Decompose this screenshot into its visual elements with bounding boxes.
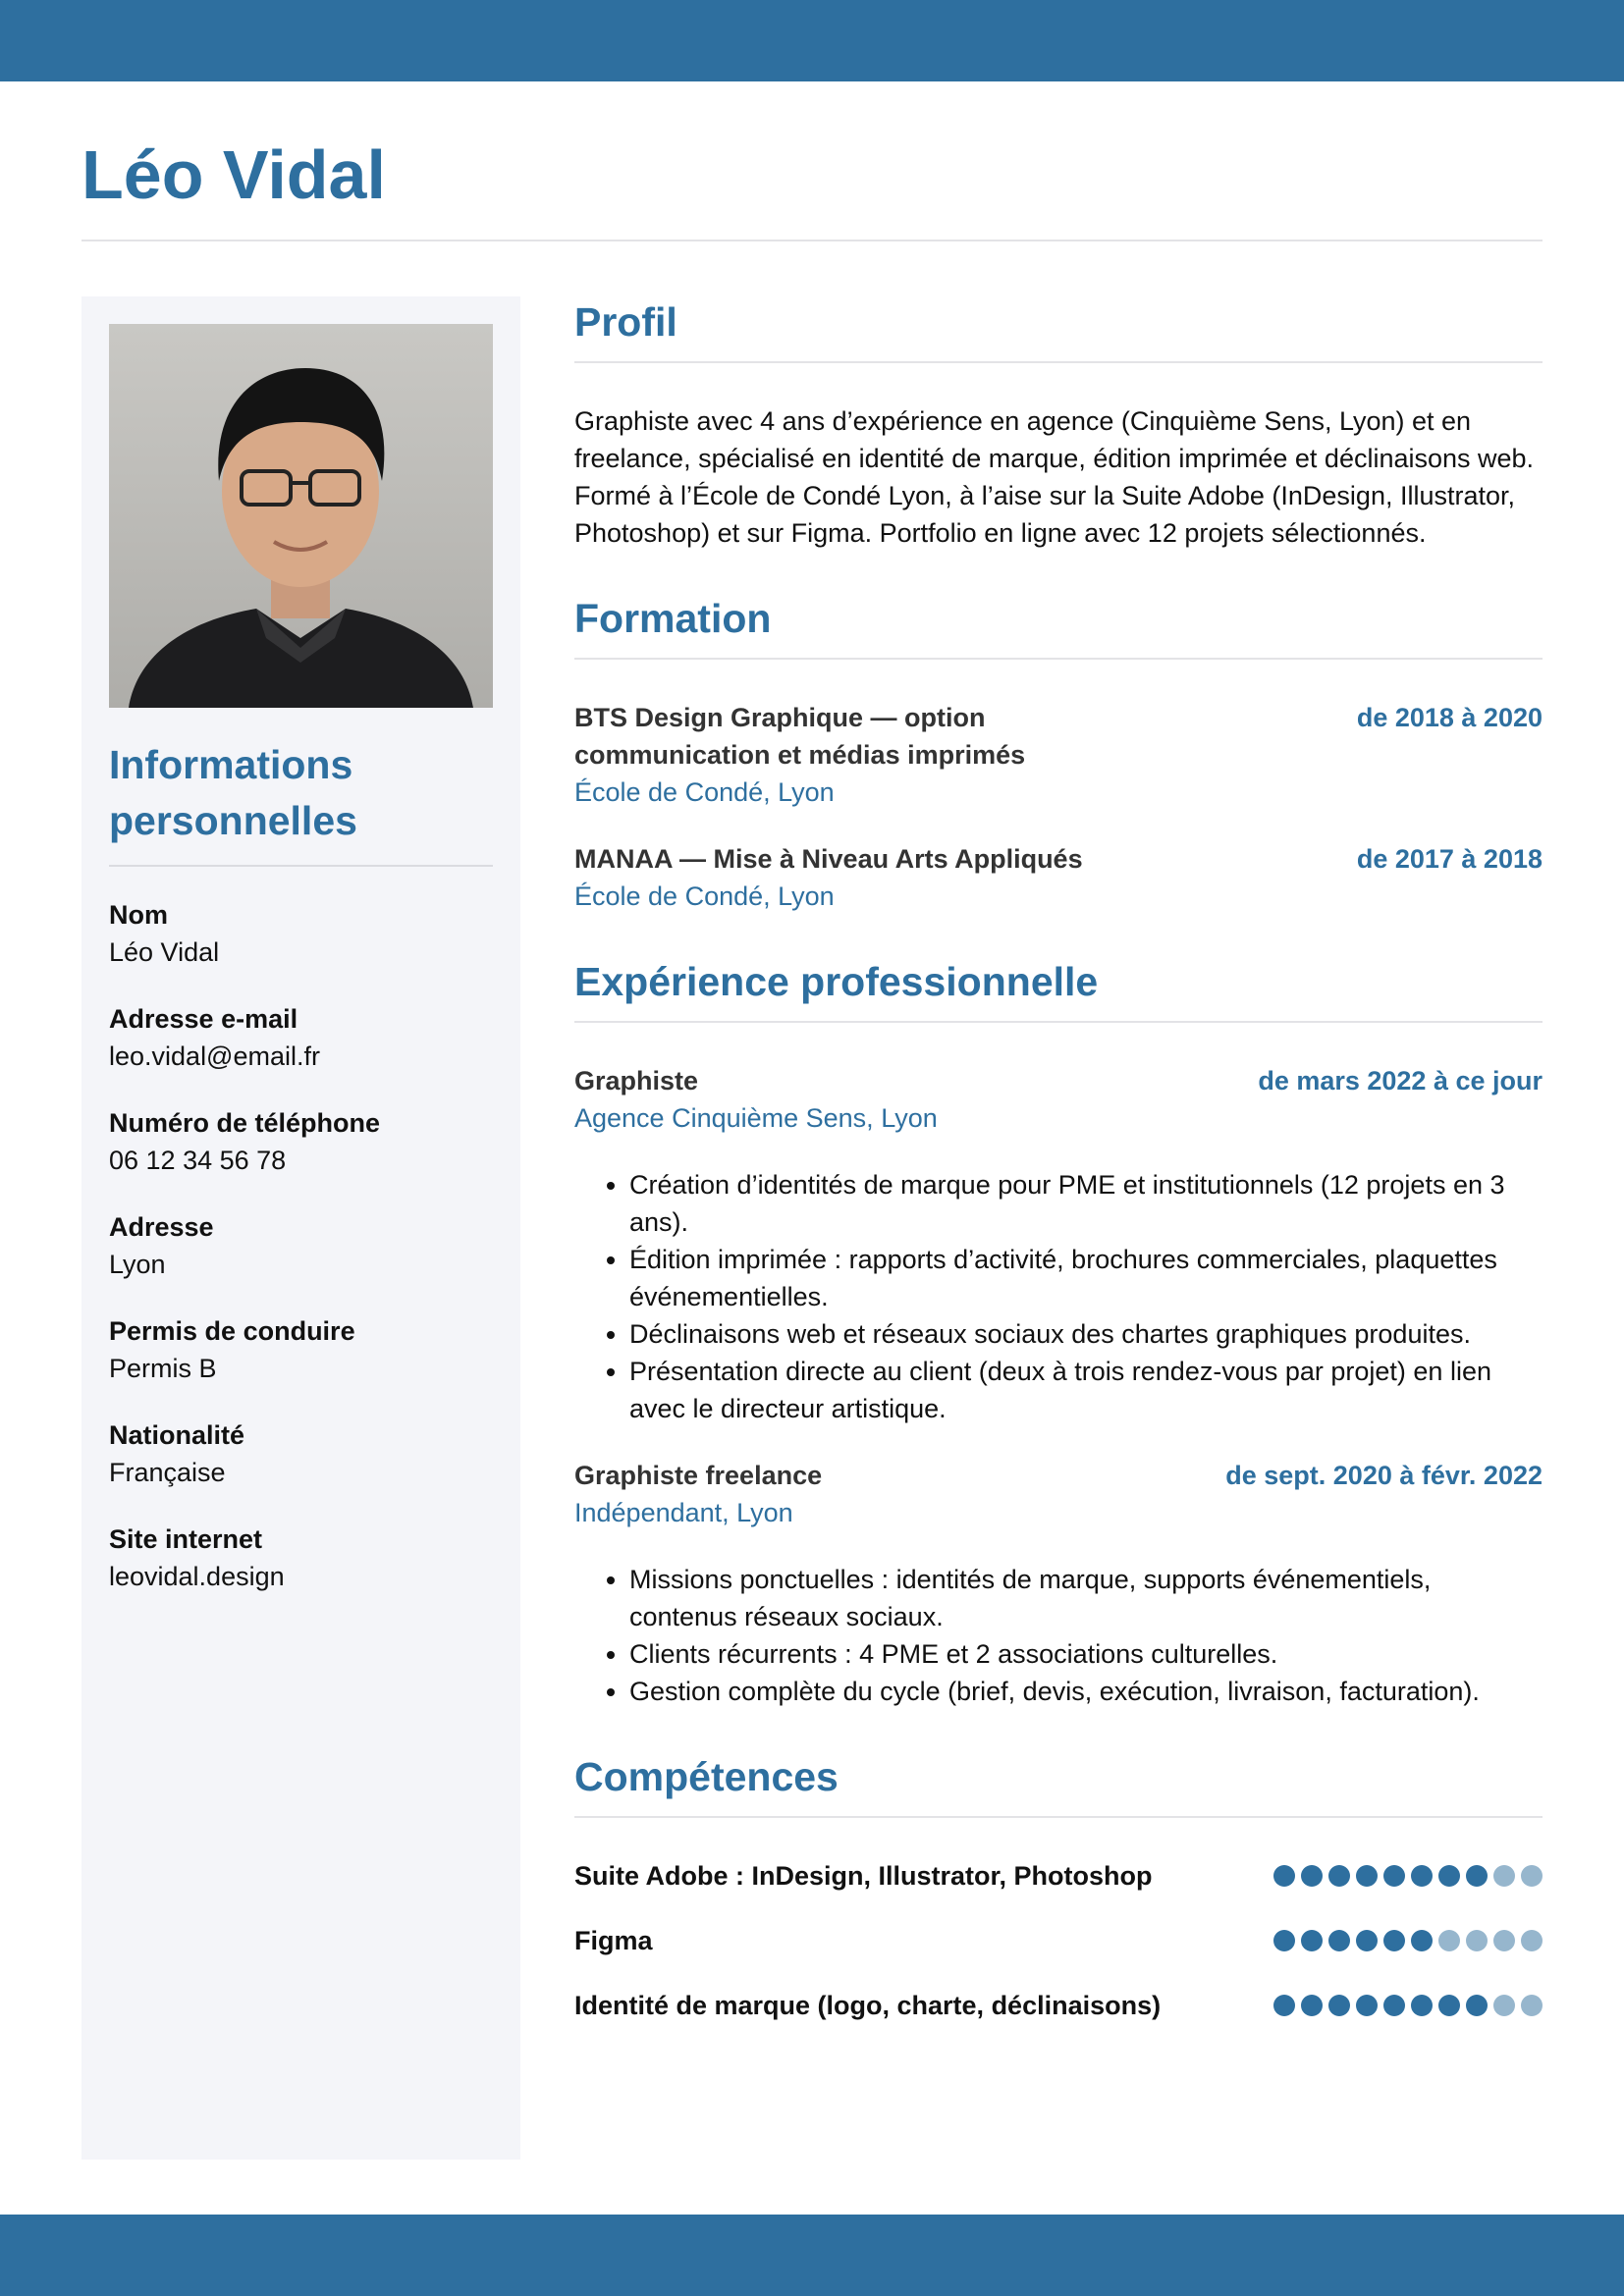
- info-label: Nom: [109, 900, 168, 930]
- job-title: Graphiste freelance: [574, 1461, 823, 1490]
- rating-dot-filled: [1438, 1865, 1460, 1887]
- rating-dot-filled: [1273, 1995, 1295, 2016]
- rating-dot-filled: [1301, 1995, 1323, 2016]
- experience-entry: [574, 1457, 1543, 1710]
- rating-dot-filled: [1356, 1930, 1378, 1951]
- education-section: [574, 591, 1543, 915]
- school-name: École de Condé, Lyon: [574, 881, 835, 911]
- info-value: 06 12 34 56 78: [109, 1146, 287, 1175]
- divider: [574, 361, 1543, 363]
- info-item-phone: [109, 1104, 493, 1179]
- info-item-license: [109, 1312, 493, 1387]
- rating-dot-filled: [1466, 1995, 1488, 2016]
- bullet-list: [574, 1561, 1543, 1710]
- rating-dot-empty: [1493, 1995, 1515, 2016]
- skill-rating: [1273, 1995, 1543, 2016]
- info-label: Adresse e-mail: [109, 1004, 298, 1034]
- bottom-band: [0, 2215, 1624, 2296]
- skill-row: [574, 1922, 1543, 1959]
- rating-dot-filled: [1273, 1865, 1295, 1887]
- rating-dot-empty: [1493, 1930, 1515, 1951]
- rating-dot-filled: [1328, 1995, 1350, 2016]
- rating-dot-filled: [1301, 1930, 1323, 1951]
- info-label: Adresse: [109, 1212, 214, 1242]
- skill-name: Identité de marque (logo, charte, déclinaisons): [574, 1991, 1162, 2020]
- section-title: Expérience professionnelle: [574, 959, 1099, 1004]
- rating-dot-filled: [1466, 1865, 1488, 1887]
- info-item-email: [109, 1000, 493, 1075]
- skill-rating: [1273, 1930, 1543, 1951]
- rating-dot-empty: [1438, 1930, 1460, 1951]
- list-item: • Édition imprimée : rapports d’activité, brochures commerciales, plaquettes événementielles.: [629, 1241, 1543, 1315]
- divider: [574, 658, 1543, 660]
- skill-row: [574, 1857, 1543, 1895]
- rating-dot-empty: [1521, 1930, 1543, 1951]
- list-item: • Création d’identités de marque pour PME et institutionnels (12 projets en 3 ans).: [629, 1166, 1543, 1241]
- skill-name: Figma: [574, 1926, 653, 1955]
- rating-dot-filled: [1383, 1865, 1405, 1887]
- top-band: [0, 0, 1624, 81]
- sidebar: [81, 296, 520, 2160]
- info-label: Nationalité: [109, 1420, 245, 1450]
- divider: [109, 865, 493, 867]
- info-item-address: [109, 1208, 493, 1283]
- list-item: • Missions ponctuelles : identités de marque, supports événementiels, contenus réseaux sociaux.: [629, 1561, 1543, 1635]
- main-content: [574, 294, 1543, 2063]
- entry-date: de sept. 2020 à févr. 2022: [1225, 1461, 1543, 1490]
- job-title: Graphiste: [574, 1066, 699, 1095]
- list-item: • Gestion complète du cycle (brief, devis, exécution, livraison, facturation).: [629, 1673, 1543, 1710]
- list-item: • Présentation directe au client (deux à trois rendez-vous par projet) en lien avec le directeur artistique.: [629, 1353, 1543, 1427]
- profile-photo: [109, 324, 493, 708]
- info-item-website: [109, 1521, 493, 1595]
- info-value: Permis B: [109, 1354, 217, 1383]
- info-label: Numéro de téléphone: [109, 1108, 381, 1138]
- info-label: Permis de conduire: [109, 1316, 355, 1346]
- section-title: Compétences: [574, 1754, 839, 1799]
- skill-name: Suite Adobe : InDesign, Illustrator, Photoshop: [574, 1861, 1153, 1891]
- rating-dot-filled: [1301, 1865, 1323, 1887]
- skill-row: [574, 1987, 1543, 2024]
- degree-title: MANAA — Mise à Niveau Arts Appliqués: [574, 844, 1083, 874]
- info-item-name: [109, 896, 493, 971]
- rating-dot-filled: [1411, 1865, 1433, 1887]
- rating-dot-filled: [1411, 1930, 1433, 1951]
- rating-dot-filled: [1273, 1930, 1295, 1951]
- rating-dot-filled: [1438, 1995, 1460, 2016]
- education-entry: [574, 699, 1543, 811]
- personal-info-list: [109, 896, 493, 1595]
- rating-dot-filled: [1383, 1930, 1405, 1951]
- rating-dot-filled: [1328, 1930, 1350, 1951]
- rating-dot-empty: [1466, 1930, 1488, 1951]
- info-value: Française: [109, 1458, 226, 1487]
- school-name: École de Condé, Lyon: [574, 777, 835, 807]
- skills-section: [574, 1749, 1543, 2024]
- info-label: Site internet: [109, 1524, 263, 1554]
- rating-dot-filled: [1356, 1995, 1378, 2016]
- education-entry: [574, 840, 1543, 915]
- entry-date: de mars 2022 à ce jour: [1258, 1066, 1543, 1095]
- section-title: Formation: [574, 596, 772, 641]
- info-item-nationality: [109, 1416, 493, 1491]
- info-value: Léo Vidal: [109, 937, 220, 967]
- rating-dot-empty: [1521, 1865, 1543, 1887]
- company-name: Indépendant, Lyon: [574, 1498, 793, 1527]
- personal-info-title: Informations personnelles: [109, 742, 357, 843]
- experience-section: [574, 954, 1543, 1710]
- rating-dot-filled: [1383, 1995, 1405, 2016]
- rating-dot-empty: [1521, 1995, 1543, 2016]
- degree-title: BTS Design Graphique — option communication et médias imprimés: [574, 703, 1026, 770]
- rating-dot-filled: [1356, 1865, 1378, 1887]
- info-value: Lyon: [109, 1250, 166, 1279]
- divider: [574, 1021, 1543, 1023]
- divider: [574, 1816, 1543, 1818]
- bullet-list: [574, 1166, 1543, 1427]
- rating-dot-filled: [1328, 1865, 1350, 1887]
- profile-section: [574, 294, 1543, 552]
- experience-entry: [574, 1062, 1543, 1427]
- page-title: Léo Vidal: [81, 136, 386, 213]
- info-value: leo.vidal@email.fr: [109, 1041, 320, 1071]
- list-item: • Déclinaisons web et réseaux sociaux des chartes graphiques produites.: [629, 1315, 1543, 1353]
- entry-date: de 2017 à 2018: [1356, 844, 1543, 874]
- info-value: leovidal.design: [109, 1562, 285, 1591]
- rating-dot-empty: [1493, 1865, 1515, 1887]
- profile-text: Graphiste avec 4 ans d’expérience en agence (Cinquième Sens, Lyon) et en freelance, spécialisé en identité de marque, édition imprimée et déclinaisons web. Formé à l’École de Condé Lyon, à l’aise sur la Suite Adobe (InDesign, Illustrator, Photoshop) et sur Figma. Portfolio en ligne avec 12 projets sélectionnés.: [574, 406, 1535, 548]
- skill-rating: [1273, 1865, 1543, 1887]
- list-item: • Clients récurrents : 4 PME et 2 associations culturelles.: [629, 1635, 1543, 1673]
- divider: [81, 240, 1543, 241]
- section-title: Profil: [574, 299, 677, 345]
- rating-dot-filled: [1411, 1995, 1433, 2016]
- company-name: Agence Cinquième Sens, Lyon: [574, 1103, 938, 1133]
- entry-date: de 2018 à 2020: [1356, 703, 1543, 732]
